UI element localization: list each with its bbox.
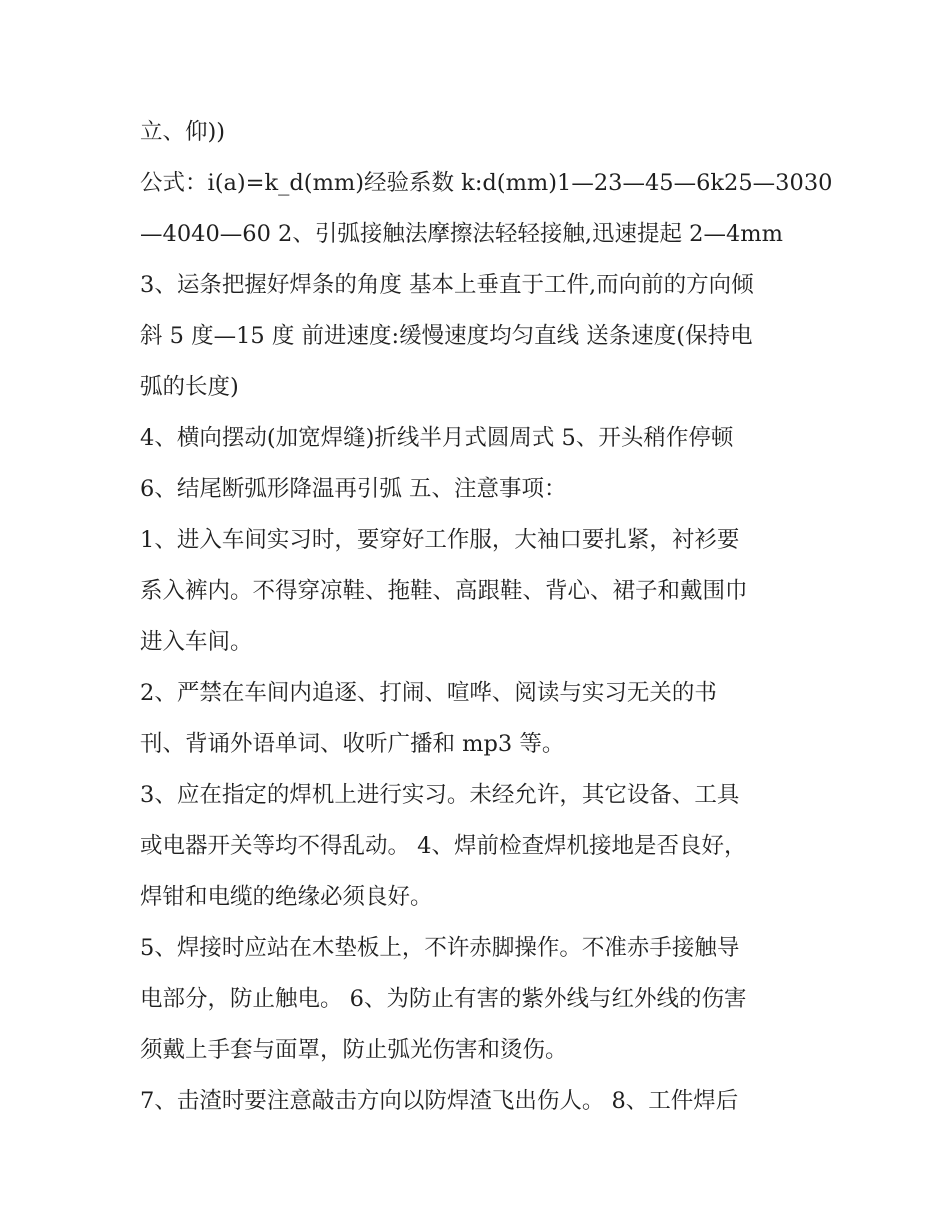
text-line: 焊钳和电缆的绝缘必须良好。: [140, 884, 433, 910]
document-body: [140, 107, 833, 1127]
text-line: 刊、背诵外语单词、收听广播和 mp3 等。: [140, 731, 565, 757]
text-line: 3、应在指定的焊机上进行实习。未经允许，其它设备、工具: [140, 782, 740, 808]
text-line: 弧的长度): [140, 374, 239, 400]
text-line: 或电器开关等均不得乱动。 4、焊前检查焊机接地是否良好，: [140, 833, 747, 859]
text-line: 5、焊接时应站在木垫板上，不许赤脚操作。不准赤手接触导: [140, 935, 740, 961]
text-line: 公式：i(a)=k_d(mm)经验系数 k:d(mm)1—23—45—6k25—3030: [140, 170, 833, 196]
text-line: 电部分，防止触电。 6、为防止有害的紫外线与红外线的伤害: [140, 986, 747, 1012]
text-line: 2、严禁在车间内追逐、打闹、喧哗、阅读与实习无关的书: [140, 680, 717, 706]
text-line: 3、运条把握好焊条的角度 基本上垂直于工件,而向前的方向倾: [140, 272, 754, 298]
text-line: 1、进入车间实习时，要穿好工作服，大袖口要扎紧，衬衫要: [140, 527, 740, 553]
text-line: 4、横向摆动(加宽焊缝)折线半月式圆周式 5、开头稍作停顿: [140, 425, 734, 451]
text-line: 进入车间。: [140, 629, 253, 655]
text-line: 6、结尾断弧形降温再引弧 五、注意事项：: [140, 476, 567, 502]
text-line: 系入裤内。不得穿凉鞋、拖鞋、高跟鞋、背心、裙子和戴围巾: [140, 578, 748, 604]
text-line: 立、仰)): [140, 119, 226, 145]
text-line: 斜 5 度—15 度 前进速度:缓慢速度均匀直线 送条速度(保持电: [140, 323, 753, 349]
text-line: 须戴上手套与面罩，防止弧光伤害和烫伤。: [140, 1037, 568, 1063]
text-line: 7、击渣时要注意敲击方向以防焊渣飞出伤人。 8、工件焊后: [140, 1088, 739, 1114]
text-line: —4040—60 2、引弧接触法摩擦法轻轻接触,迅速提起 2—4mm: [140, 221, 783, 247]
